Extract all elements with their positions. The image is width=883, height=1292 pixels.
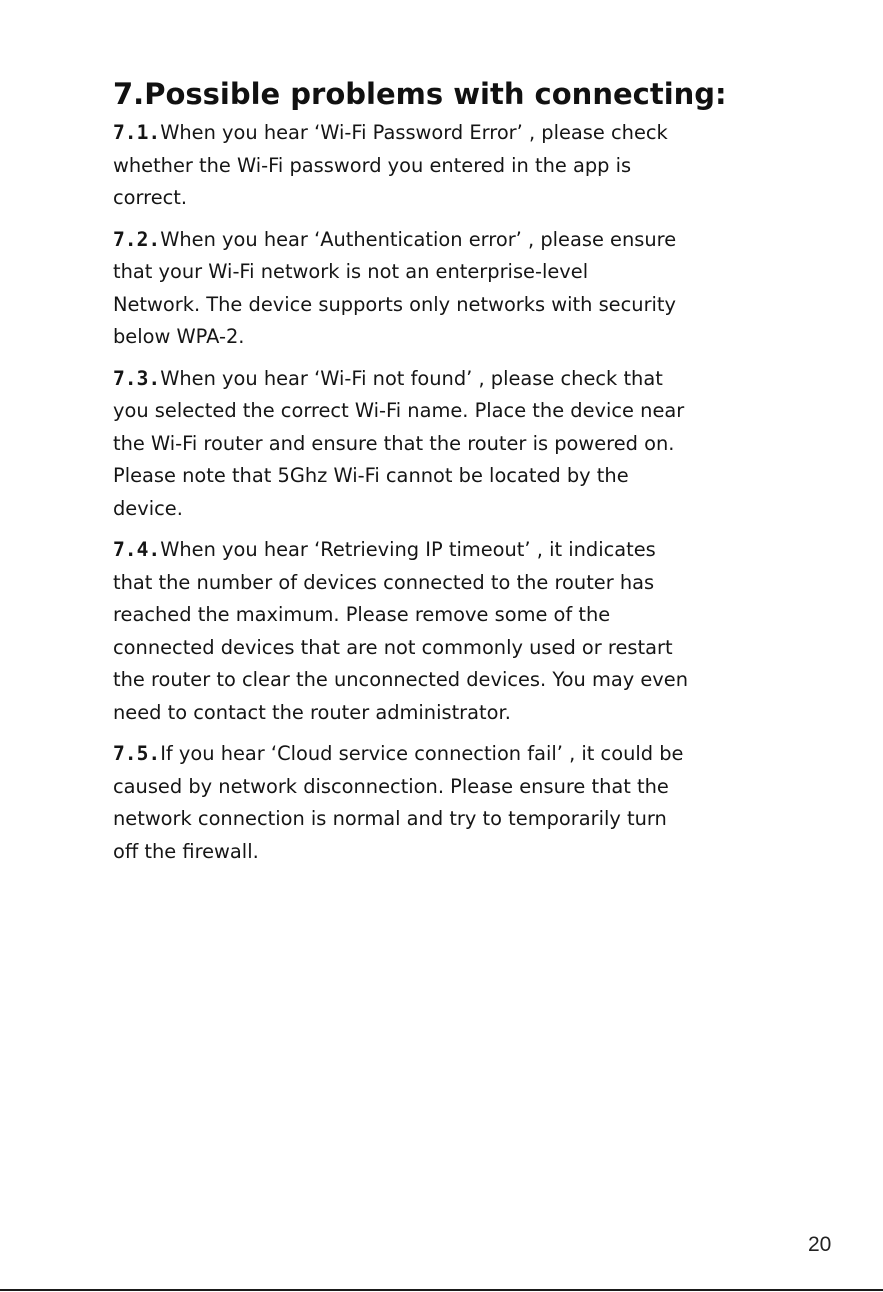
troubleshooting-list xyxy=(113,117,783,877)
item-number: 7.1. xyxy=(113,121,161,144)
item-line: the router to clear the unconnected devices. You may even xyxy=(113,668,688,691)
troubleshooting-item-7-4 xyxy=(113,534,783,729)
item-line xyxy=(113,224,783,257)
page-number: 20 xyxy=(808,1233,832,1256)
item-line: correct. xyxy=(113,186,188,209)
item-line: device. xyxy=(113,496,183,520)
item-line: you selected the correct Wi-Fi name. Place the device near xyxy=(113,399,685,422)
item-number: 7.4. xyxy=(113,538,161,561)
item-line: that the number of devices connected to the router has xyxy=(113,570,655,594)
troubleshooting-item-7-3 xyxy=(113,363,783,526)
item-number: 7.3. xyxy=(113,366,161,390)
item-line: whether the Wi-Fi password you entered in the app is xyxy=(113,153,632,177)
item-line: Network. The device supports only networks with security xyxy=(113,292,677,316)
item-text: When you hear ‘Retrieving IP timeout’ , it indicates xyxy=(160,538,656,561)
item-line: that your Wi-Fi network is not an enterprise-level xyxy=(113,260,589,283)
item-line: need to contact the router administrator. xyxy=(113,700,511,724)
item-line: network connection is normal and try to temporarily turn xyxy=(113,807,667,830)
item-text: If you hear ‘Cloud service connection fail’ , it could be xyxy=(160,742,684,765)
item-line: connected devices that are not commonly used or restart xyxy=(113,635,673,659)
item-number: 7.2. xyxy=(113,227,161,251)
section-heading: 7.Possible problems with connecting: xyxy=(113,77,727,111)
item-text: When you hear ‘Wi-Fi not found’ , please check that xyxy=(160,366,663,390)
item-line: the Wi-Fi router and ensure that the router is powered on. xyxy=(113,431,675,455)
troubleshooting-item-7-1 xyxy=(113,117,783,215)
troubleshooting-item-7-5 xyxy=(113,738,783,868)
item-line: Please note that 5Ghz Wi-Fi cannot be located by the xyxy=(113,464,629,487)
troubleshooting-item-7-2 xyxy=(113,224,783,354)
item-text: When you hear ‘Wi-Fi Password Error’ , please check xyxy=(160,121,668,144)
item-line: off the firewall. xyxy=(113,839,259,863)
item-line: reached the maximum. Please remove some of the xyxy=(113,603,611,626)
item-line xyxy=(113,738,783,771)
item-line: below WPA-2. xyxy=(113,325,245,348)
item-line xyxy=(113,363,783,396)
item-line xyxy=(113,117,783,150)
item-number: 7.5. xyxy=(113,742,161,765)
item-line xyxy=(113,534,783,567)
item-text: When you hear ‘Authentication error’ , please ensure xyxy=(160,227,677,251)
item-line: caused by network disconnection. Please ensure that the xyxy=(113,774,669,798)
page-bottom-rule xyxy=(0,1289,883,1291)
